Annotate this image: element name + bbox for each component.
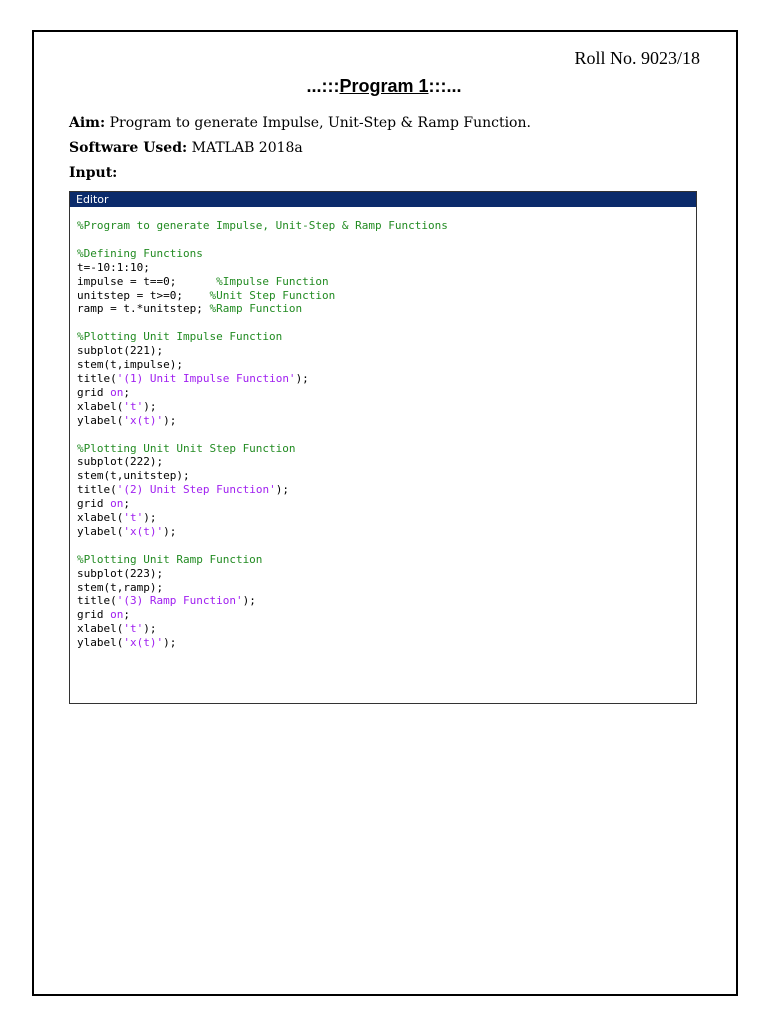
code-text: xlabel( — [77, 511, 124, 525]
program-title — [0, 76, 768, 97]
code-string: 't' — [123, 511, 144, 525]
code-string: '(3) Ramp Function' — [116, 594, 243, 608]
code-line — [77, 330, 696, 344]
code-text: stem(t,ramp); — [77, 580, 164, 594]
code-text: stem(t,unitstep); — [77, 469, 190, 483]
code-text: ; — [123, 385, 130, 399]
code-text: ylabel( — [77, 413, 124, 427]
code-line — [77, 247, 696, 261]
code-comment: %Unit Step Function — [209, 288, 336, 302]
program-title-suffix: :::... — [428, 76, 462, 96]
code-text: xlabel( — [77, 622, 124, 636]
code-line — [77, 261, 696, 275]
code-line — [77, 428, 696, 442]
code-line — [77, 275, 696, 289]
code-line — [77, 289, 696, 303]
aim-text: Program to generate Impulse, Unit-Step & Ramp Function. — [109, 115, 531, 131]
code-line — [77, 567, 696, 581]
code-text: title( — [77, 371, 117, 385]
input-label: Input: — [69, 165, 118, 181]
code-string: 'x(t)' — [123, 636, 164, 650]
code-text: ; — [123, 497, 130, 511]
code-text: grid — [77, 385, 111, 399]
code-line — [77, 483, 696, 497]
code-line — [77, 219, 696, 233]
aim-label: Aim: — [69, 115, 106, 131]
code-text: ramp = t.*unitstep; — [77, 302, 210, 316]
code-text: ylabel( — [77, 524, 124, 538]
software-line — [69, 140, 303, 156]
code-string: '(1) Unit Impulse Function' — [116, 371, 296, 385]
code-text: title( — [77, 594, 117, 608]
code-line — [77, 233, 696, 247]
code-line — [77, 358, 696, 372]
code-keyword: on — [110, 608, 124, 622]
code-text: grid — [77, 497, 111, 511]
code-text: impulse = t==0; — [77, 274, 217, 288]
code-line — [77, 469, 696, 483]
code-line — [77, 622, 696, 636]
code-line — [77, 539, 696, 553]
code-line — [77, 553, 696, 567]
code-string: 't' — [123, 622, 144, 636]
code-line — [77, 636, 696, 650]
code-line — [77, 594, 696, 608]
code-line — [77, 442, 696, 456]
code-text: ); — [163, 413, 177, 427]
code-comment: %Impulse Function — [216, 274, 329, 288]
code-line — [77, 525, 696, 539]
code-text: subplot(223); — [77, 566, 164, 580]
code-comment: %Defining Functions — [77, 246, 203, 260]
code-text: ); — [295, 371, 309, 385]
code-line — [77, 302, 696, 316]
code-keyword: on — [110, 497, 124, 511]
code-string: 'x(t)' — [123, 413, 164, 427]
code-line — [77, 372, 696, 386]
code-text: ); — [275, 483, 289, 497]
code-line — [77, 400, 696, 414]
code-line — [77, 581, 696, 595]
code-comment: %Plotting Unit Unit Step Function — [77, 441, 296, 455]
code-line — [77, 344, 696, 358]
code-text: unitstep = t>=0; — [77, 288, 210, 302]
code-line — [77, 455, 696, 469]
program-title-prefix: ...::: — [306, 76, 340, 96]
code-line — [77, 386, 696, 400]
code-text: ); — [163, 524, 177, 538]
code-text: ; — [123, 608, 130, 622]
code-text: grid — [77, 608, 111, 622]
code-text: ); — [163, 636, 177, 650]
code-line — [77, 608, 696, 622]
code-text: ); — [143, 511, 157, 525]
software-label: Software Used: — [69, 140, 188, 156]
code-text: ylabel( — [77, 636, 124, 650]
code-line — [77, 316, 696, 330]
code-line — [77, 414, 696, 428]
code-comment: %Plotting Unit Ramp Function — [77, 552, 263, 566]
input-line — [69, 165, 117, 181]
code-text: t=-10:1:10; — [77, 260, 150, 274]
code-text: ); — [242, 594, 256, 608]
code-comment: %Program to generate Impulse, Unit-Step & Ramp Functions — [77, 219, 448, 232]
code-text: stem(t,impulse); — [77, 358, 183, 372]
code-text: subplot(221); — [77, 344, 164, 358]
code-comment: %Ramp Function — [209, 302, 303, 316]
editor-title-bar: Editor — [70, 192, 696, 207]
code-text: ); — [143, 399, 157, 413]
code-string: 'x(t)' — [123, 524, 164, 538]
code-string: '(2) Unit Step Function' — [116, 483, 276, 497]
code-text: subplot(222); — [77, 455, 164, 469]
code-comment: %Plotting Unit Impulse Function — [77, 330, 283, 344]
code-text: ); — [143, 622, 157, 636]
software-text: MATLAB 2018a — [191, 140, 303, 156]
roll-number: Roll No. 9023/18 — [574, 48, 700, 68]
code-line — [77, 497, 696, 511]
aim-line — [69, 115, 531, 131]
code-editor — [69, 191, 697, 704]
code-text: xlabel( — [77, 399, 124, 413]
code-text: title( — [77, 483, 117, 497]
program-title-main: Program 1 — [339, 76, 429, 96]
code-keyword: on — [110, 385, 124, 399]
code-line — [77, 511, 696, 525]
code-listing — [70, 207, 696, 650]
code-string: 't' — [123, 399, 144, 413]
